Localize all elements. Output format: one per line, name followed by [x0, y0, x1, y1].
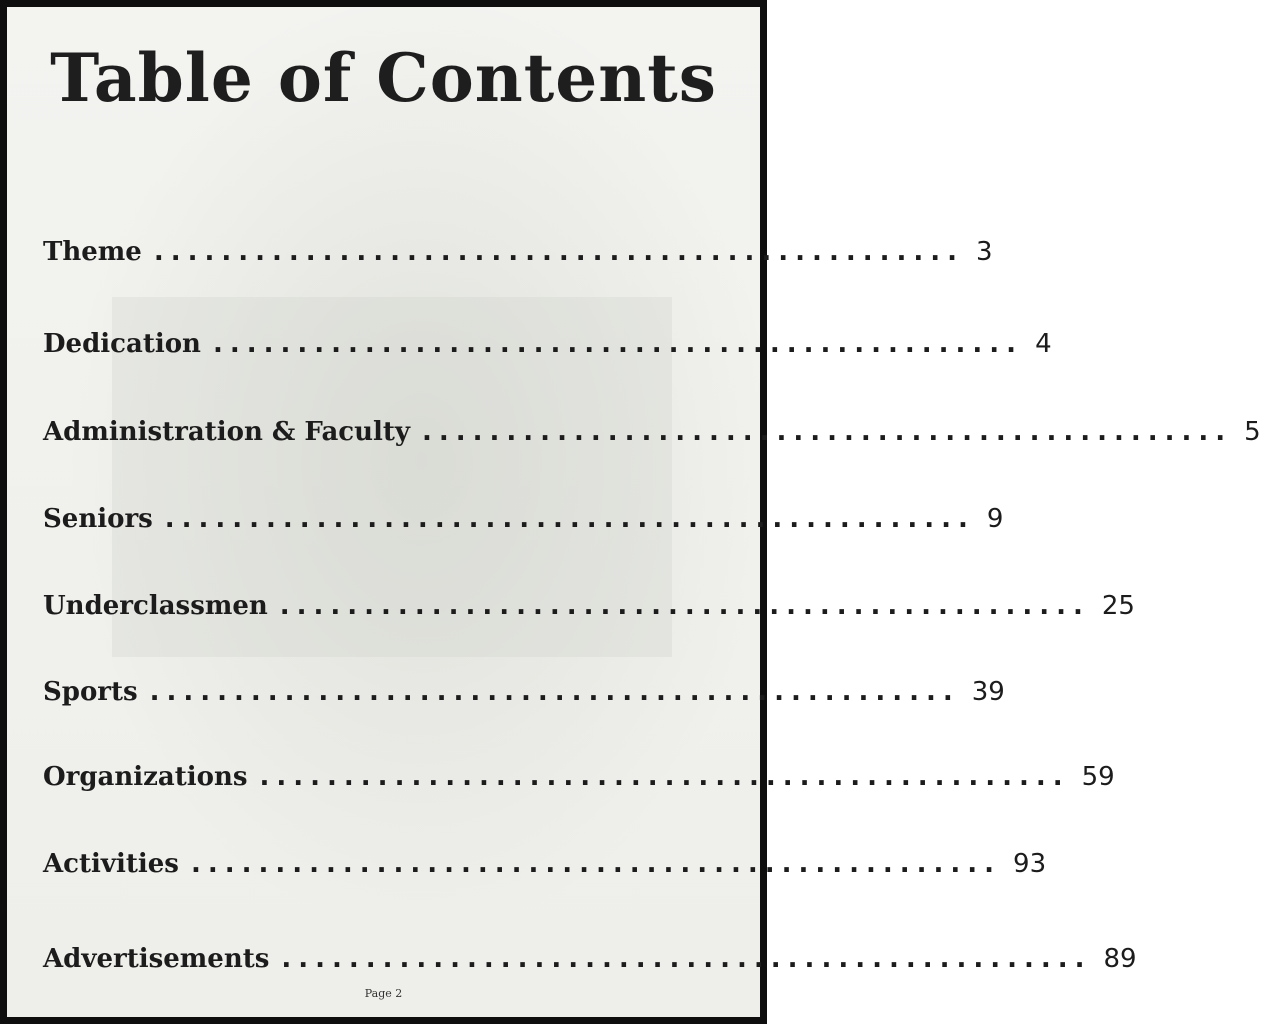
toc-entry-dedication	[43, 317, 1052, 359]
dot-leader: ................................................	[281, 944, 1092, 974]
dot-leader: ................................................	[279, 591, 1090, 621]
toc-entry-page: 5	[1244, 417, 1261, 447]
toc-entry-advertisements	[43, 932, 1137, 974]
toc-entry-label: Organizations	[43, 762, 248, 792]
toc-entry-seniors	[43, 492, 1004, 534]
toc-entry-sports	[43, 665, 1005, 707]
dot-leader: ................................................	[259, 762, 1070, 792]
page-title: Table of Contents	[50, 39, 717, 117]
dot-leader: ................................................	[190, 849, 1002, 879]
toc-entry-page: 4	[1035, 329, 1052, 359]
toc-entry-page: 93	[1013, 849, 1047, 879]
toc-entry-label: Seniors	[43, 504, 153, 534]
toc-entry-activities	[43, 837, 1047, 879]
page-number: Page 2	[364, 987, 403, 1000]
toc-entry-page: 89	[1103, 944, 1137, 974]
toc-entry-page: 3	[975, 237, 993, 267]
toc-entry-page: 39	[971, 677, 1005, 707]
dot-leader: ................................................	[153, 237, 964, 267]
toc-entry-label: Underclassmen	[43, 591, 268, 621]
toc-entry-theme	[43, 225, 993, 267]
toc-entry-page: 59	[1081, 762, 1115, 792]
toc-entry-organizations	[43, 750, 1115, 792]
document-page	[7, 7, 1261, 1017]
dot-leader: ................................................	[164, 504, 975, 534]
toc-entry-label: Activities	[43, 849, 179, 879]
toc-entry-label: Theme	[43, 237, 142, 267]
toc-entry-label: Dedication	[43, 329, 201, 359]
dot-leader: ................................................	[212, 329, 1024, 359]
toc-entry-label: Advertisements	[43, 944, 270, 974]
toc-entry-label: Sports	[43, 677, 138, 707]
toc-entry-page: 25	[1101, 591, 1135, 621]
toc-entry-administration-faculty	[43, 405, 1261, 447]
toc-entry-underclassmen	[43, 579, 1135, 621]
dot-leader: ................................................	[149, 677, 960, 707]
toc-entry-page: 9	[986, 504, 1004, 534]
toc-entry-label: Administration & Faculty	[43, 417, 411, 447]
dot-leader: ................................................	[422, 417, 1233, 447]
